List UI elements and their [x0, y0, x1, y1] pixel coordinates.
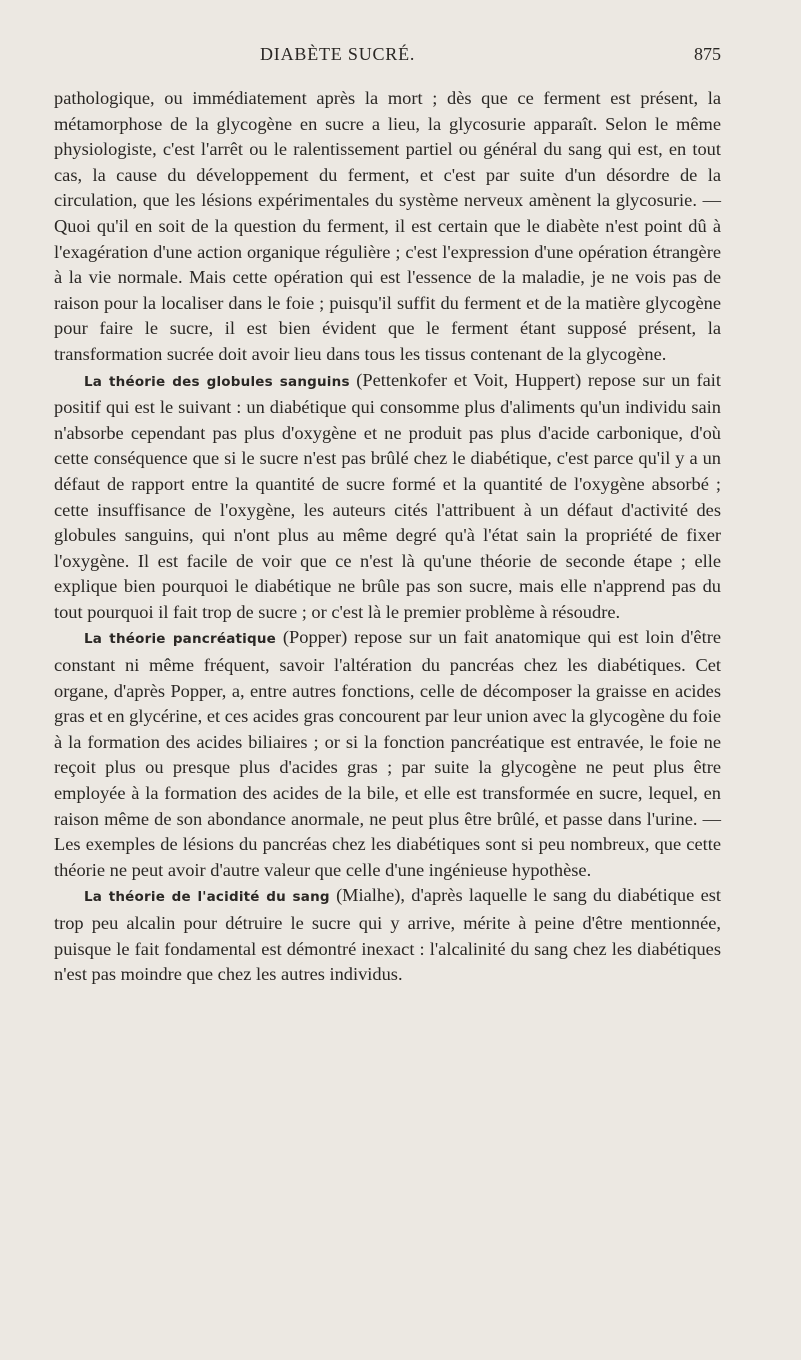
paragraph-text: (Mialhe), d'après laquelle le sang du diabétique est trop peu alcalin pour détruire le sucre qui y arrive, mérite à peine d'être mentionnée, puisque le fait fondamental est démontré inexact : l'alcalinité du sang chez les diabétiques n'est pas moindre que chez les autres individus.	[54, 885, 721, 985]
section-lead-pancreatic: La théorie pancréatique	[84, 631, 277, 648]
paragraph-pancreatic-theory	[54, 625, 721, 883]
paragraph-acidity-theory	[54, 883, 721, 987]
section-lead-acidity: La théorie de l'acidité du sang	[84, 889, 330, 906]
body-text	[54, 86, 721, 988]
page-header	[54, 0, 721, 72]
page-number: 875	[694, 44, 721, 64]
paragraph-text: (Popper) repose sur un fait anatomique qui est loin d'être constant ni même fréquent, savoir l'altération du pancréas chez les diabétiques. Cet organe, d'après Popper, a, entre autres fonctions, celle de décomposer la graisse en acides gras et en glycérine, et ces acides gras concourent par leur union avec la glycogène du foie à la formation des acides biliaires ; or si la fonction pancréatique est entravée, le foie ne reçoit plus ou presque plus d'acides gras ; par suite la glycogène ne peut plus être employée à la formation des acides de la bile, et elle est transformée en sucre, lequel, en raison même de son abondance anormale, ne peut plus être brûlé, et passe dans l'urine. — Les exemples de lésions du pancréas chez les diabétiques sont si peu nombreux, que cette théorie ne peut avoir d'autre valeur que celle d'une ingénieuse hypothèse.	[54, 627, 721, 880]
running-title: DIABÈTE SUCRÉ.	[260, 44, 416, 64]
paragraph-text: (Pettenkofer et Voit, Huppert) repose sur un fait positif qui est le suivant : un diabétique qui consomme plus d'aliments qu'un individu sain n'absorbe cependant pas plus d'oxygène et ne produit pas plus d'acide carbonique, d'où cette conséquence que si le sucre n'est pas brûlé chez le diabétique, c'est parce qu'il y a un défaut de rapport entre la quantité de sucre formé et la quantité de l'oxygène absorbé ; cette insuffisance de l'oxygène, les auteurs cités l'attribuent à un défaut d'activité des globules sanguins, qui n'ont plus au même degré qu'à l'état sain la propriété de fixer l'oxygène. Il est facile de voir que ce n'est là qu'une théorie de seconde étape ; elle explique bien pourquoi le diabétique ne brûle pas son sucre, mais elle n'apprend pas du tout pourquoi il fait trop de sucre ; or c'est là le premier problème à résoudre.	[54, 369, 722, 622]
paragraph-globules-theory	[54, 368, 721, 626]
paragraph-text: pathologique, ou immédiatement après la mort ; dès que ce ferment est présent, la métamorphose de la glycogène en sucre a lieu, la glycosurie apparaît. Selon le même physiologiste, c'est l'arrêt ou le ralentissement partiel ou général du sang qui est, en tout cas, la cause du développement du ferment, et c'est par suite d'un désordre de la circulation, que les lésions expérimentales du système nerveux amènent la glycosurie. — Quoi qu'il en soit de la question du ferment, il est certain que le diabète n'est point dû à l'exagération d'une action organique régulière ; c'est l'expression d'une opération étrangère à la vie normale. Mais cette opération qui est l'essence de la maladie, je ne vois pas de raison pour la localiser dans le foie ; puisqu'il suffit du ferment et de la matière glycogène pour faire le sucre, il est bien évident que le ferment étant supposé présent, la transformation sucrée doit avoir lieu dans tous les tissus contenant de la glycogène.	[54, 88, 721, 364]
paragraph-ferment	[54, 86, 721, 368]
section-lead-globules: La théorie des globules sanguins	[84, 373, 350, 390]
